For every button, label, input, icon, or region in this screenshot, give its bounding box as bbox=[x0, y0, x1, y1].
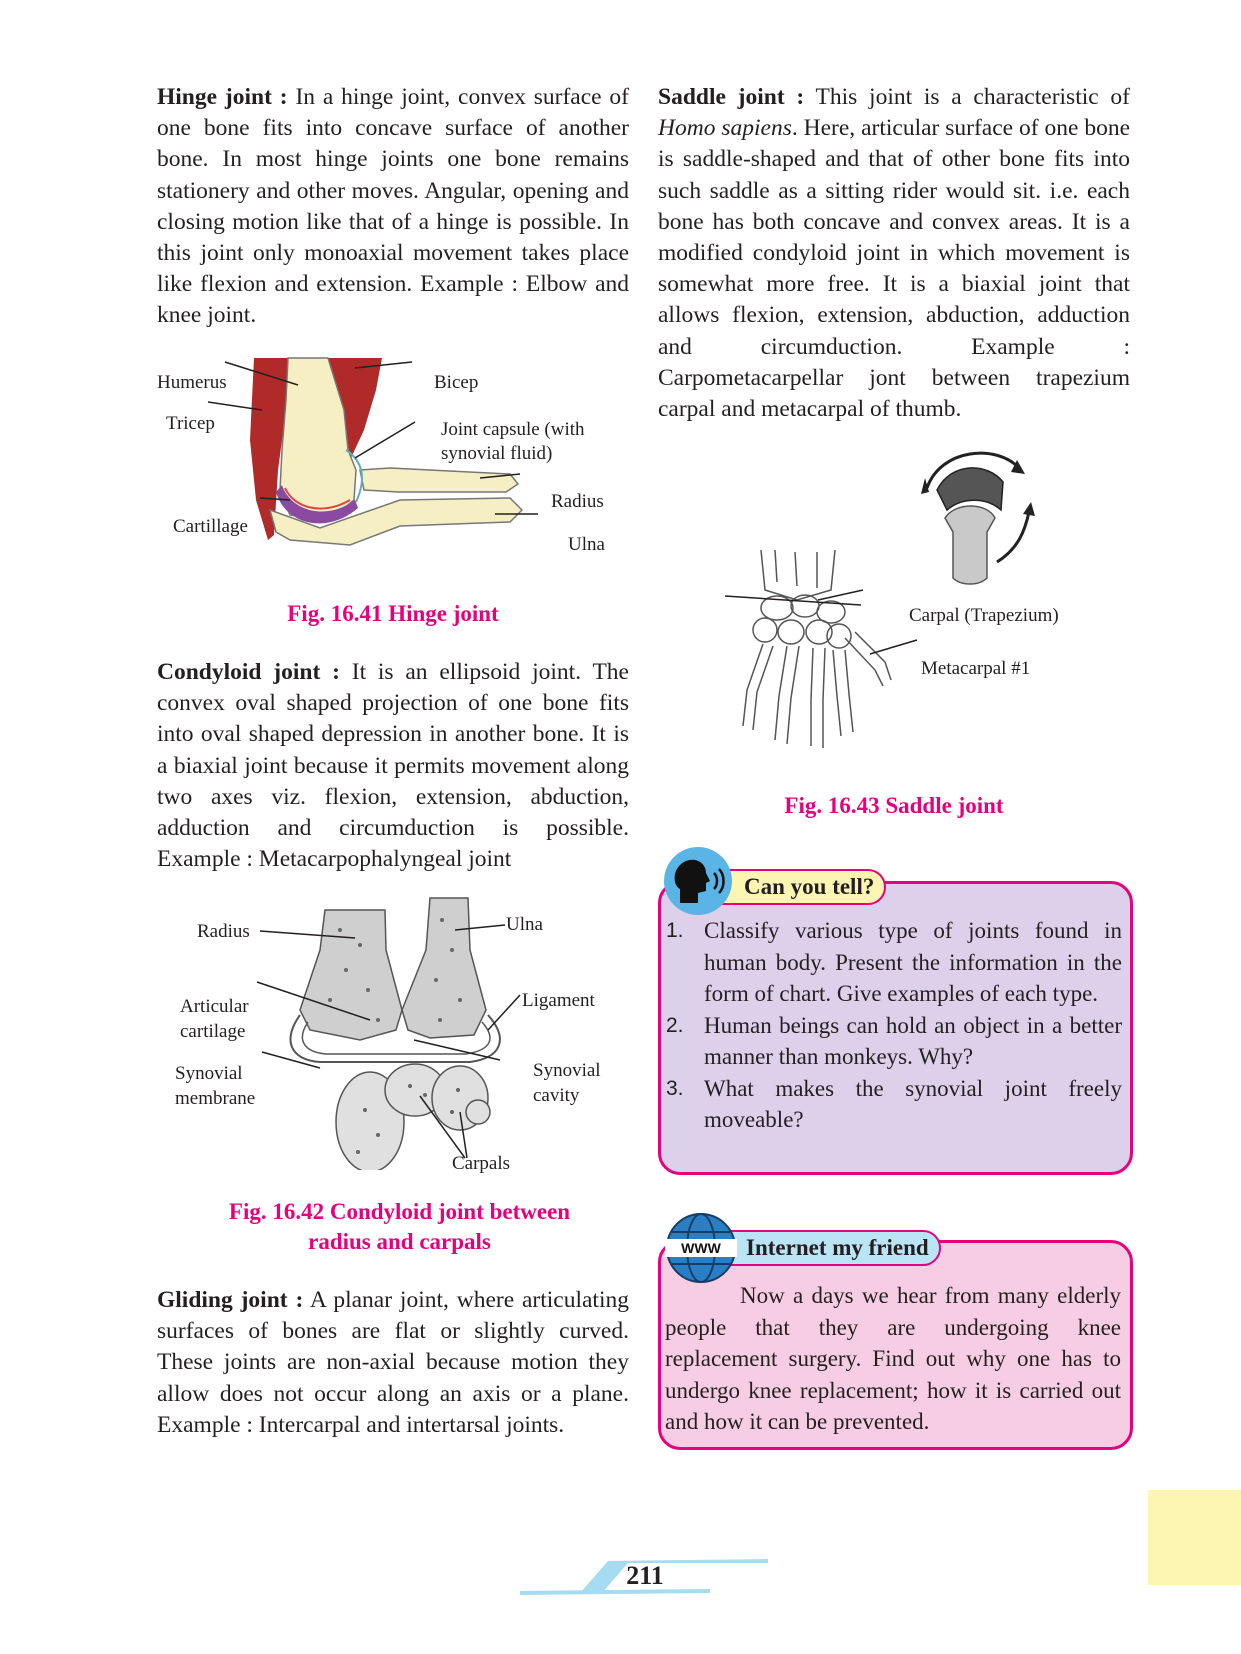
label-humerus: Humerus bbox=[157, 372, 227, 393]
question-2-number: 2. bbox=[666, 1013, 684, 1037]
label-radius-2: Radius bbox=[197, 921, 250, 942]
label-synovial-cavity-1: Synovial bbox=[533, 1060, 601, 1081]
label-synovial-cavity-2: cavity bbox=[533, 1085, 580, 1106]
label-radius: Radius bbox=[551, 491, 604, 512]
question-1-number: 1. bbox=[666, 919, 684, 942]
gliding-joint-paragraph bbox=[157, 1285, 629, 1441]
page-side-tab bbox=[1148, 1490, 1241, 1585]
label-bicep: Bicep bbox=[434, 372, 479, 393]
label-ulna: Ulna bbox=[568, 534, 605, 555]
figure-16-42-caption-line1: Fig. 16.42 Condyloid joint between bbox=[228, 1199, 571, 1224]
can-you-tell-heading: Can you tell? bbox=[744, 874, 875, 899]
question-2 bbox=[666, 1010, 1122, 1073]
label-synovial-membrane-1: Synovial bbox=[175, 1063, 243, 1084]
condyloid-joint-paragraph bbox=[157, 657, 629, 875]
hinge-joint-text: In a hinge joint, convex surface of one bone fits into concave surface of another bone. In most hinge joints one bone remains stationery and other moves. Angular, opening and closing motion like that of a hinge is possible. In this joint only monoaxial movement takes place like flexion and extension. Example : Elbow and knee joint. bbox=[157, 84, 630, 329]
hinge-joint-title: Hinge joint : bbox=[157, 84, 288, 110]
gliding-joint-text: A planar joint, where articulating surfaces of bones are flat or slightly curved. These joints are non-axial because motion they allow does not occur along an axis or a plane. Example : Intercarpal and intertarsal joints. bbox=[157, 1287, 629, 1438]
saddle-joint-text-pre: This joint is a characteristic of bbox=[804, 84, 1130, 110]
saddle-joint-paragraph bbox=[658, 82, 1130, 425]
label-joint-capsule-2: synovial fluid) bbox=[441, 443, 553, 464]
internet-body: Now a days we hear from many elderly people that they are undergoing knee replacement surgery. Find out why one has to undergo knee replacement; how it is carried out and how it can be prevented. bbox=[665, 1283, 1121, 1434]
question-1 bbox=[666, 915, 1122, 1010]
internet-body-text bbox=[665, 1280, 1121, 1438]
www-icon-text: WWW bbox=[681, 1240, 721, 1256]
globe-www-icon bbox=[663, 1210, 739, 1286]
page-number: 211 bbox=[626, 1561, 664, 1590]
label-metacarpal: Metacarpal #1 bbox=[921, 658, 1031, 679]
can-you-tell-questions bbox=[666, 915, 1122, 1136]
label-cartillage: Cartillage bbox=[173, 516, 248, 537]
question-3-text: What makes the synovial joint freely moveable? bbox=[704, 1075, 1122, 1132]
label-ulna-2: Ulna bbox=[506, 914, 543, 935]
question-3-number: 3. bbox=[666, 1076, 684, 1100]
label-articular-2: cartilage bbox=[180, 1021, 246, 1042]
figure-16-41-caption: Fig. 16.41 Hinge joint bbox=[287, 601, 499, 626]
label-joint-capsule-1: Joint capsule (with bbox=[441, 419, 585, 440]
hinge-joint-paragraph bbox=[157, 82, 629, 332]
saddle-joint-text: . Here, articular surface of one bone is saddle-shaped and that of other bone fits into such saddle as a sitting rider would sit. i.e. each bone has both concave and convex areas. It is a modified condyloid joint in which movement is somewhat more free. It is a biaxial joint that allows flexion, extension, abduction, adduction and circumduction. Example : Carpometacarpellar jont between trapezium carpal and metacarpal of thumb. bbox=[658, 115, 1130, 423]
label-articular-1: Articular bbox=[180, 996, 249, 1017]
question-2-text: Human beings can hold an object in a better manner than monkeys. Why? bbox=[704, 1012, 1122, 1069]
label-carpal-trapezium: Carpal (Trapezium) bbox=[909, 605, 1059, 626]
gliding-joint-title: Gliding joint : bbox=[157, 1287, 304, 1313]
label-ligament: Ligament bbox=[522, 990, 595, 1011]
internet-heading: Internet my friend bbox=[746, 1235, 929, 1260]
figure-16-43-caption: Fig. 16.43 Saddle joint bbox=[784, 793, 1004, 818]
question-1-text: Classify various type of joints found in human body. Present the information in the form of chart. Give examples of each type. bbox=[704, 918, 1122, 1006]
speaking-head-icon bbox=[662, 845, 734, 917]
label-carpals: Carpals bbox=[452, 1153, 511, 1174]
figure-16-42-caption-line2: radius and carpals bbox=[308, 1229, 491, 1254]
saddle-joint-species: Homo sapiens bbox=[658, 115, 792, 142]
saddle-joint-title: Saddle joint : bbox=[658, 84, 805, 110]
condyloid-joint-title: Condyloid joint : bbox=[157, 659, 340, 685]
question-3 bbox=[666, 1073, 1122, 1136]
label-tricep: Tricep bbox=[166, 413, 215, 434]
condyloid-joint-text: It is an ellipsoid joint. The convex oval shaped projection of one bone fits into oval shaped depression in another bone. It is a biaxial joint because it permits movement along two axes viz. flexion, extension, abduction, adduction and circumduction is possible. Example : Metacarpophalyngeal joint bbox=[157, 659, 629, 873]
label-synovial-membrane-2: membrane bbox=[175, 1088, 256, 1109]
